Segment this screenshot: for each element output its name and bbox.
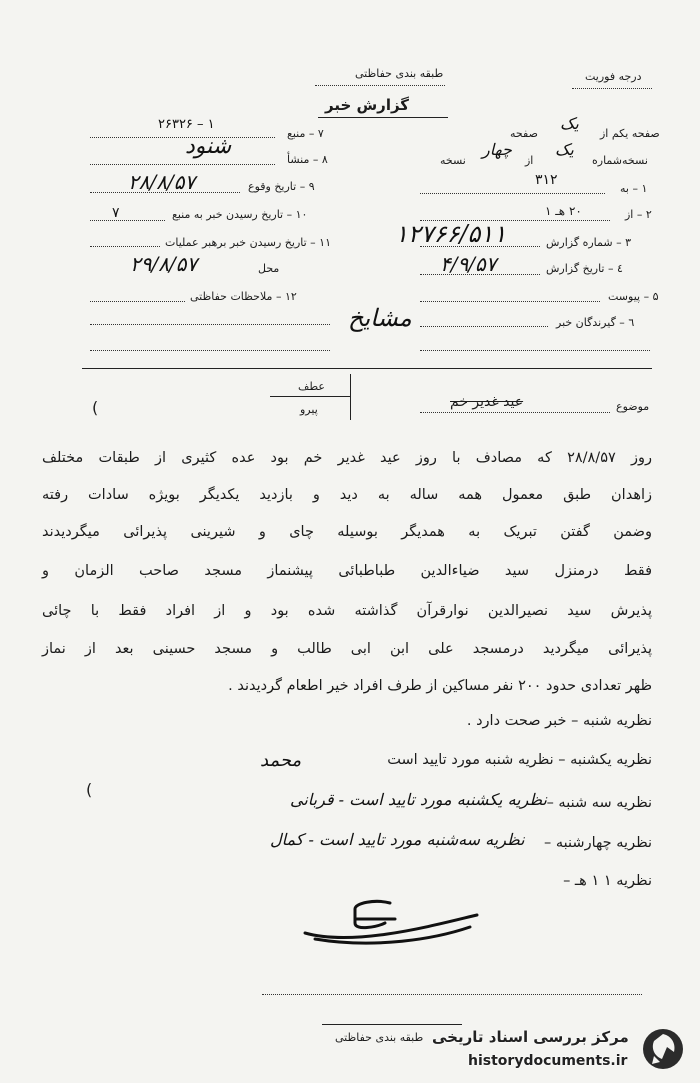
reference-label: عطف xyxy=(298,380,325,393)
page-value: یک xyxy=(560,114,579,133)
received-by-ops-value: ۲۹/۸/۵۷ xyxy=(130,252,198,276)
sunday-signature: محمد xyxy=(260,750,302,771)
recipients-label: ٦ – گیرندگان خبر xyxy=(556,316,635,329)
copy-total: چهار xyxy=(482,140,512,159)
security-notes-label: ۱۲ – ملاحظات حفاظتی xyxy=(190,290,297,303)
subject-top-rule xyxy=(82,368,652,369)
copy-mid: از xyxy=(525,154,534,167)
attachment-label: ۵ – پیوست xyxy=(608,290,659,303)
margin-mark-bottom: ( xyxy=(86,780,93,799)
report-date-value: ۴/۹/۵۷ xyxy=(440,252,497,276)
body-line-6: پذیرائی میگردید درمسجد علی ابن ابی طالب و مسجد حسینی بعد از نماز xyxy=(42,641,652,657)
notes-dotted-line-2 xyxy=(90,324,330,325)
event-date-value: ۲۸/۸/۵۷ xyxy=(128,170,196,194)
received-by-ops-label: ۱۱ – تاریخ رسیدن خبر برهبر عملیات xyxy=(165,236,331,249)
watermark-title: مرکز بررسی اسناد تاریخی xyxy=(432,1028,629,1046)
origin-dotted-line xyxy=(90,164,275,165)
recipients-dotted-line-2 xyxy=(420,350,650,351)
urgency-label: درجه فوریت xyxy=(585,70,642,83)
footer-classification-label: طبقه بندی حفاظتی xyxy=(335,1031,424,1044)
origin-value: شنود xyxy=(185,134,232,159)
watermark-logo-icon xyxy=(640,1026,686,1072)
body-line-1: روز ۲۸/۸/۵۷ که مصادف با روز عید غدیر خم بود عده کثیری از طبقات مختلف xyxy=(42,450,652,466)
recipients-value: مشایخ xyxy=(348,304,412,332)
notes-dotted-line-3 xyxy=(90,350,330,351)
received-by-source-label: ۱۰ – تاریخ رسیدن خبر به منبع xyxy=(172,208,308,221)
tuesday-handwritten: نظریه یکشنبه مورد تایید است - قربانی xyxy=(290,790,548,809)
copy-label: نسخه‌شماره xyxy=(592,154,648,167)
to-value: ۳۱۲ xyxy=(535,172,558,188)
body-line-2: زاهدان طبق معمول همه ساله به دید و بازدید یکدیگر بویژه سادات رفته xyxy=(42,487,652,503)
opinion-tuesday: نظریه سه شنبه – xyxy=(546,795,652,811)
title-underline xyxy=(318,117,448,118)
urgency-dotted-line xyxy=(572,88,652,89)
body-line-7: ظهر تعدادی حدود ۲۰۰ نفر مساکین از طرف افراد خیر اطعام گردیدند . xyxy=(228,678,652,694)
reference-divider xyxy=(350,374,351,420)
copy-suffix: نسخه xyxy=(440,154,466,167)
source-label: ۷ – منبع xyxy=(287,127,324,140)
report-date-label: ٤ – تاریخ گزارش xyxy=(546,262,623,275)
followup-label: پیرو xyxy=(300,403,318,416)
recipients-dotted-line xyxy=(420,326,548,327)
margin-mark-top: ( xyxy=(92,398,99,417)
body-line-3: وضمن گفتن تبریک به همدیگر بوسیله چای و شیرینی پذیرائی میگردیدند xyxy=(42,524,652,540)
place-label: محل xyxy=(258,262,280,275)
watermark-url: historydocuments.ir xyxy=(468,1053,628,1069)
received-by-source-value: ۷ xyxy=(112,205,120,221)
from-label: ۲ – از xyxy=(625,208,652,221)
classification-dotted-line xyxy=(315,85,445,86)
received-by-source-dotted-line xyxy=(90,220,165,221)
to-label: ۱ – به xyxy=(620,182,648,195)
opinion-11h: نظریه ۱ ۱ هـ – xyxy=(563,873,652,889)
opinion-saturday: نظریه شنبه – خبر صحت دارد . xyxy=(466,713,652,729)
body-line-4: فقط درمنزل سید ضیاءالدین طباطبائی پیشنماز مسجد صاحب الزمان و xyxy=(42,563,652,579)
received-by-ops-dotted-line xyxy=(90,246,160,247)
opinion-wednesday: نظریه چهارشنبه – xyxy=(544,835,652,851)
report-number-label: ۳ – شماره گزارش xyxy=(546,236,632,249)
subject-value: عید غدیر خم xyxy=(450,394,524,410)
page-suffix: صفحه xyxy=(510,127,538,140)
opinion-sunday: نظریه یکشنبه – نظریه شنبه مورد تایید است xyxy=(387,752,652,768)
report-number-value: ۱۲۷۶۶/۵۱۱ xyxy=(395,220,507,248)
attachment-dotted-line xyxy=(420,301,600,302)
wednesday-handwritten: نظریه سه‌شنبه مورد تایید است - کمال xyxy=(270,830,525,849)
from-value: ۲۰ هـ ۱ xyxy=(545,204,582,218)
page-label: صفحه یکم از xyxy=(600,127,660,140)
body-line-5: پذیرش سید نصیرالدین نوارقرآن گذاشته شده بود و از افراد فقط با چائی xyxy=(42,603,652,619)
page-title: گزارش خبر xyxy=(325,96,410,114)
footer-rule xyxy=(322,1024,462,1025)
event-date-label: ۹ – تاریخ وقوع xyxy=(248,180,315,193)
handwritten-signature xyxy=(295,895,485,955)
subject-label: موضوع xyxy=(616,400,650,413)
security-notes-dotted-line xyxy=(90,301,185,302)
source-value: ۲۶۳۲۶ – ۱ xyxy=(158,117,215,132)
origin-label: ۸ – منشأ xyxy=(287,153,328,166)
classification-label: طبقه بندی حفاظتی xyxy=(355,67,444,80)
copy-value: یک xyxy=(555,140,574,159)
to-dotted-line xyxy=(420,193,605,194)
footer-dotted-line xyxy=(262,994,642,995)
reference-rule xyxy=(270,396,350,397)
source-dotted-line xyxy=(90,137,275,138)
subject-dotted-line xyxy=(420,412,610,413)
